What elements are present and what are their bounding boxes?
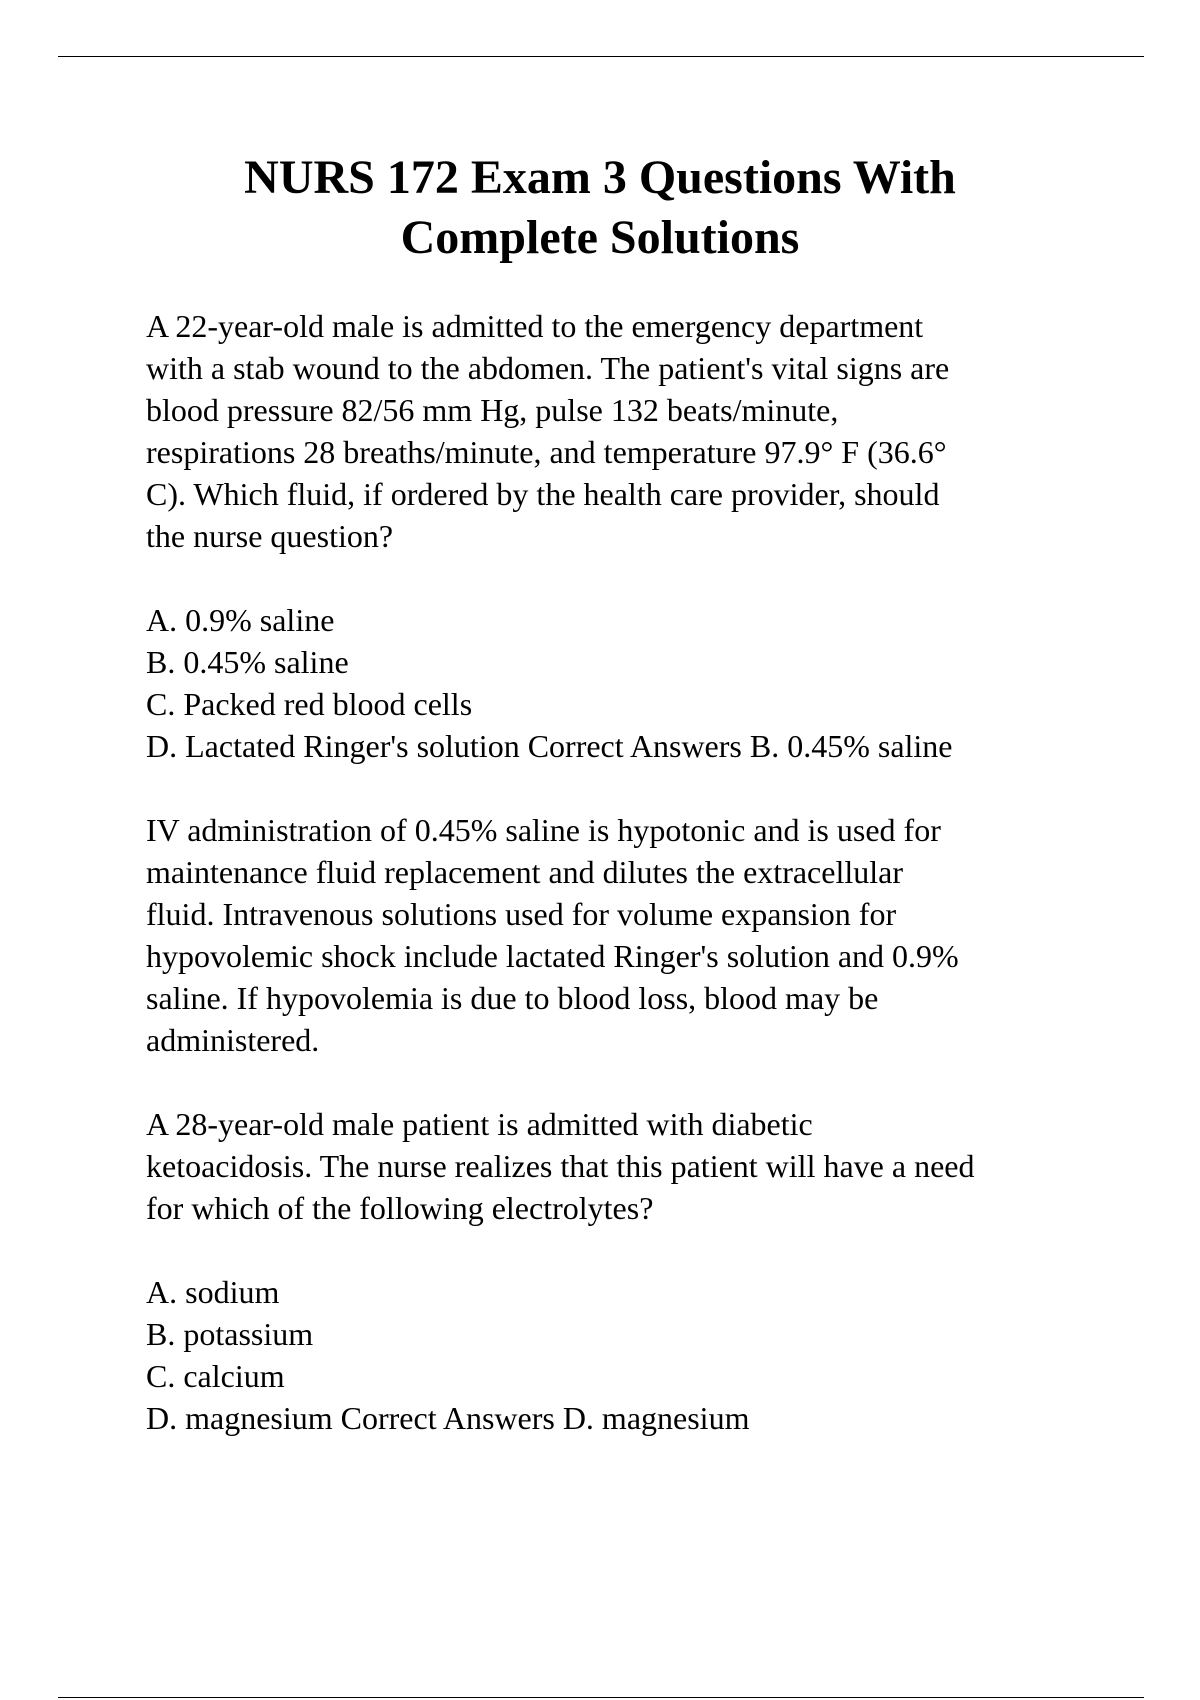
answer-option: B. potassium xyxy=(146,1316,314,1352)
paragraph-gap xyxy=(146,1061,1146,1103)
bottom-divider xyxy=(58,1697,1144,1698)
text-line: respirations 28 breaths/minute, and temperature 97.9° F (36.6° xyxy=(146,434,947,470)
document-body xyxy=(146,305,1146,1439)
answer-option: A. sodium xyxy=(146,1274,280,1310)
paragraph-gap xyxy=(146,767,1146,809)
text-line: ketoacidosis. The nurse realizes that this patient will have a need xyxy=(146,1148,975,1184)
text-line: for which of the following electrolytes? xyxy=(146,1190,654,1226)
text-line: A 22-year-old male is admitted to the emergency department xyxy=(146,308,924,344)
title-line: NURS 172 Exam 3 Questions With xyxy=(244,151,956,204)
question-2-stem xyxy=(146,1103,1146,1229)
answer-option: C. calcium xyxy=(146,1358,285,1394)
text-line: fluid. Intravenous solutions used for volume expansion for xyxy=(146,896,897,932)
text-line: with a stab wound to the abdomen. The patient's vital signs are xyxy=(146,350,950,386)
text-line: C). Which fluid, if ordered by the health care provider, should xyxy=(146,476,940,512)
answer-option: B. 0.45% saline xyxy=(146,644,349,680)
answer-option: C. Packed red blood cells xyxy=(146,686,473,722)
document-title xyxy=(0,148,1200,268)
answer-option-with-correct-answer: D. Lactated Ringer's solution Correct Answers B. 0.45% saline xyxy=(146,728,953,764)
text-line: maintenance fluid replacement and dilutes the extracellular xyxy=(146,854,903,890)
title-line: Complete Solutions xyxy=(400,211,800,264)
text-line: blood pressure 82/56 mm Hg, pulse 132 beats/minute, xyxy=(146,392,839,428)
question-2-options xyxy=(146,1271,1146,1439)
paragraph-gap xyxy=(146,557,1146,599)
text-line: A 28-year-old male patient is admitted with diabetic xyxy=(146,1106,813,1142)
paragraph-gap xyxy=(146,1229,1146,1271)
text-line: saline. If hypovolemia is due to blood loss, blood may be xyxy=(146,980,879,1016)
question-1-stem xyxy=(146,305,1146,557)
question-1-options xyxy=(146,599,1146,767)
answer-option: A. 0.9% saline xyxy=(146,602,335,638)
top-divider xyxy=(58,56,1144,57)
text-line: the nurse question? xyxy=(146,518,394,554)
text-line: administered. xyxy=(146,1022,320,1058)
answer-option-with-correct-answer: D. magnesium Correct Answers D. magnesium xyxy=(146,1400,750,1436)
text-line: hypovolemic shock include lactated Ringer's solution and 0.9% xyxy=(146,938,959,974)
question-1-rationale xyxy=(146,809,1146,1061)
text-line: IV administration of 0.45% saline is hypotonic and is used for xyxy=(146,812,941,848)
